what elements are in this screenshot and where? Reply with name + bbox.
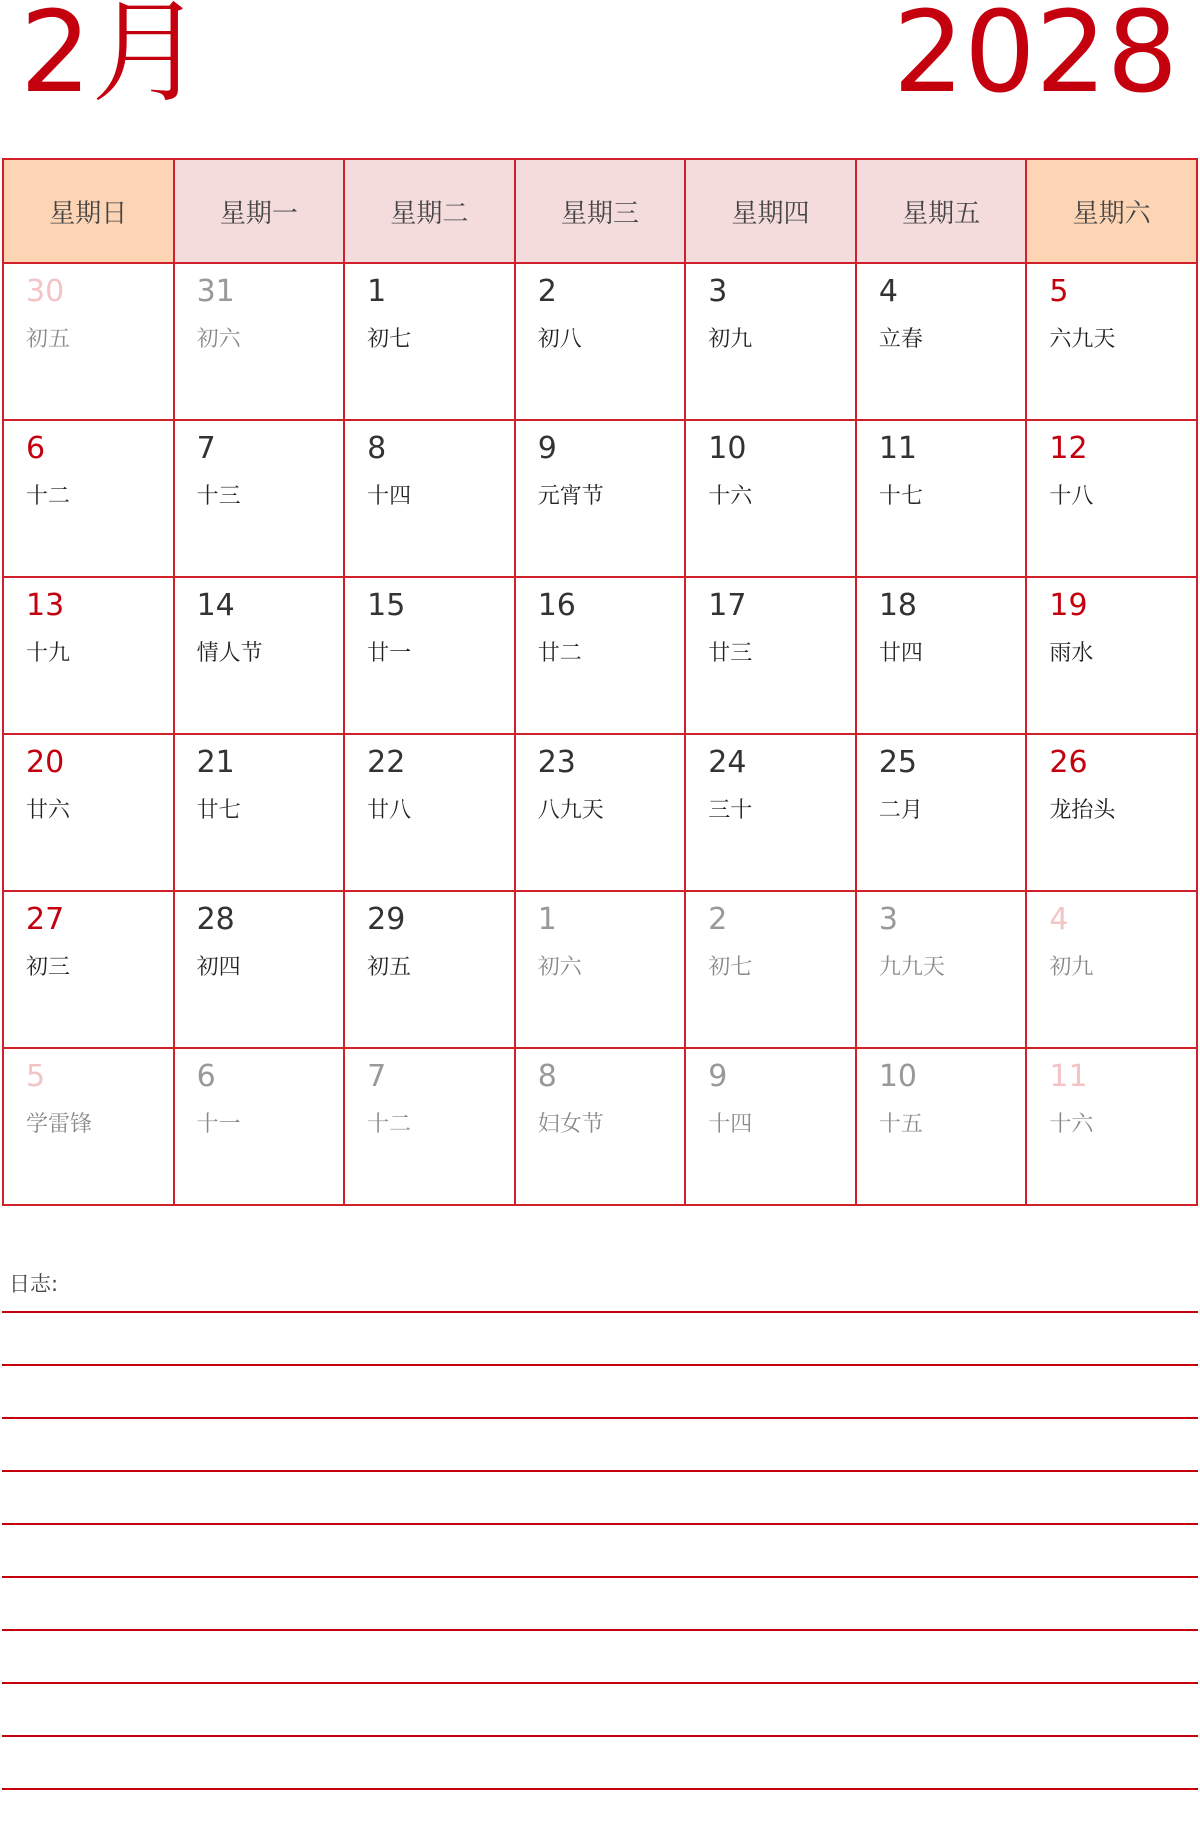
calendar-day-cell[interactable] — [685, 263, 856, 420]
lunar-date-label: 初七 — [708, 955, 753, 980]
calendar-day-cell[interactable] — [685, 734, 856, 891]
lunar-date-label: 初四 — [196, 955, 241, 980]
lunar-date-label: 廿八 — [367, 798, 412, 823]
day-number: 10 — [708, 431, 747, 466]
lunar-date-label: 龙抬头 — [1049, 798, 1116, 823]
log-ruled-line — [2, 1735, 1198, 1737]
day-number: 14 — [196, 588, 235, 623]
lunar-date-label: 廿六 — [26, 798, 71, 823]
calendar-week-row — [3, 263, 1197, 420]
day-number: 1 — [537, 902, 557, 937]
lunar-date-label: 初八 — [537, 327, 582, 352]
calendar-day-cell-adjacent-month[interactable] — [685, 1048, 856, 1205]
lunar-date-label: 雨水 — [1049, 641, 1094, 666]
day-number: 11 — [1049, 1059, 1088, 1094]
calendar-day-cell[interactable] — [3, 891, 174, 1048]
lunar-date-label: 十六 — [1049, 1112, 1094, 1137]
log-ruled-line — [2, 1576, 1198, 1578]
weekday-header-saturday: 星期六 — [1026, 159, 1197, 263]
lunar-date-label: 初五 — [367, 955, 412, 980]
day-number: 7 — [367, 1059, 387, 1094]
day-number: 3 — [708, 274, 728, 309]
day-number: 29 — [367, 902, 406, 937]
day-number: 4 — [878, 274, 898, 309]
day-number: 6 — [26, 431, 46, 466]
day-number: 10 — [878, 1059, 917, 1094]
calendar-day-cell[interactable] — [515, 734, 686, 891]
log-ruled-line — [2, 1364, 1198, 1366]
lunar-date-label: 十七 — [878, 484, 923, 509]
lunar-date-label: 十一 — [196, 1112, 241, 1137]
weekday-header-friday: 星期五 — [856, 159, 1027, 263]
lunar-date-label: 八九天 — [537, 798, 604, 823]
lunar-date-label: 三十 — [708, 798, 753, 823]
calendar-week-row — [3, 734, 1197, 891]
day-number: 1 — [367, 274, 387, 309]
lunar-date-label: 廿七 — [196, 798, 241, 823]
calendar-day-cell[interactable] — [1026, 577, 1197, 734]
calendar-day-cell-adjacent-month[interactable] — [3, 263, 174, 420]
log-ruled-line — [2, 1788, 1198, 1790]
calendar-day-cell[interactable] — [856, 734, 1027, 891]
calendar-day-cell-adjacent-month[interactable] — [344, 1048, 515, 1205]
weekday-header-thursday: 星期四 — [685, 159, 856, 263]
calendar-day-cell-adjacent-month[interactable] — [1026, 1048, 1197, 1205]
lunar-date-label: 廿四 — [878, 641, 923, 666]
day-number: 28 — [196, 902, 235, 937]
calendar-day-cell[interactable] — [174, 577, 345, 734]
day-number: 4 — [1049, 902, 1069, 937]
day-number: 22 — [367, 745, 406, 780]
weekday-header-monday: 星期一 — [174, 159, 345, 263]
calendar-day-cell[interactable] — [174, 891, 345, 1048]
lunar-date-label: 情人节 — [196, 641, 263, 666]
calendar-day-cell[interactable] — [344, 577, 515, 734]
lunar-date-label: 立春 — [878, 327, 923, 352]
calendar-day-cell[interactable] — [515, 420, 686, 577]
calendar-week-row — [3, 891, 1197, 1048]
calendar-header — [0, 0, 1200, 130]
lunar-date-label: 妇女节 — [537, 1112, 604, 1137]
lunar-date-label: 十八 — [1049, 484, 1094, 509]
weekday-header-sunday: 星期日 — [3, 159, 174, 263]
calendar-day-cell-adjacent-month[interactable] — [174, 1048, 345, 1205]
lunar-date-label: 九九天 — [878, 955, 945, 980]
log-ruled-line — [2, 1311, 1198, 1313]
lunar-date-label: 初六 — [196, 327, 241, 352]
calendar-day-cell[interactable] — [344, 734, 515, 891]
day-number: 20 — [26, 745, 65, 780]
calendar-day-cell[interactable] — [1026, 420, 1197, 577]
log-ruled-line — [2, 1470, 1198, 1472]
day-number: 5 — [26, 1059, 46, 1094]
day-number: 31 — [196, 274, 235, 309]
calendar-day-cell[interactable] — [856, 263, 1027, 420]
lunar-date-label: 廿二 — [537, 641, 582, 666]
calendar-day-cell[interactable] — [3, 420, 174, 577]
lunar-date-label: 学雷锋 — [26, 1112, 93, 1137]
weekday-header-wednesday: 星期三 — [515, 159, 686, 263]
calendar-day-cell[interactable] — [856, 420, 1027, 577]
calendar-day-cell[interactable] — [1026, 734, 1197, 891]
day-number: 23 — [537, 745, 576, 780]
log-ruled-line — [2, 1523, 1198, 1525]
day-number: 17 — [708, 588, 747, 623]
lunar-date-label: 初七 — [367, 327, 412, 352]
calendar-day-cell-adjacent-month[interactable] — [1026, 891, 1197, 1048]
day-number: 8 — [537, 1059, 557, 1094]
day-number: 19 — [1049, 588, 1088, 623]
calendar-day-cell[interactable] — [1026, 263, 1197, 420]
calendar-day-cell[interactable] — [344, 263, 515, 420]
lunar-date-label: 十四 — [708, 1112, 753, 1137]
day-number: 2 — [708, 902, 728, 937]
day-number: 6 — [196, 1059, 216, 1094]
weekday-header-tuesday: 星期二 — [344, 159, 515, 263]
lunar-date-label: 初九 — [1049, 955, 1094, 980]
calendar-day-cell[interactable] — [3, 577, 174, 734]
day-number: 24 — [708, 745, 747, 780]
day-number: 5 — [1049, 274, 1069, 309]
day-number: 2 — [537, 274, 557, 309]
lunar-date-label: 廿一 — [367, 641, 412, 666]
day-number: 7 — [196, 431, 216, 466]
day-number: 13 — [26, 588, 65, 623]
calendar-week-row — [3, 420, 1197, 577]
lunar-date-label: 十五 — [878, 1112, 923, 1137]
calendar-day-cell-adjacent-month[interactable] — [685, 891, 856, 1048]
month-title: 2月 — [20, 0, 204, 118]
calendar-day-cell[interactable] — [344, 891, 515, 1048]
month-calendar-grid — [2, 158, 1198, 1206]
calendar-day-cell[interactable] — [515, 263, 686, 420]
lunar-date-label: 元宵节 — [537, 484, 604, 509]
day-number: 9 — [708, 1059, 728, 1094]
day-number: 26 — [1049, 745, 1088, 780]
day-number: 27 — [26, 902, 65, 937]
lunar-date-label: 廿三 — [708, 641, 753, 666]
calendar-day-cell-adjacent-month[interactable] — [515, 891, 686, 1048]
lunar-date-label: 十六 — [708, 484, 753, 509]
log-ruled-line — [2, 1629, 1198, 1631]
lunar-date-label: 六九天 — [1049, 327, 1116, 352]
calendar-day-cell-adjacent-month[interactable] — [856, 891, 1027, 1048]
calendar-body — [3, 263, 1197, 1205]
lunar-date-label: 初三 — [26, 955, 71, 980]
day-number: 25 — [878, 745, 917, 780]
lunar-date-label: 初五 — [26, 327, 71, 352]
day-number: 9 — [537, 431, 557, 466]
log-ruled-line — [2, 1682, 1198, 1684]
calendar-week-row — [3, 1048, 1197, 1205]
calendar-day-cell-adjacent-month[interactable] — [174, 263, 345, 420]
lunar-date-label: 十四 — [367, 484, 412, 509]
calendar-day-cell[interactable] — [174, 734, 345, 891]
calendar-day-cell[interactable] — [3, 734, 174, 891]
calendar-day-cell[interactable] — [344, 420, 515, 577]
log-label: 日志: — [9, 1272, 59, 1296]
log-ruled-line — [2, 1417, 1198, 1419]
lunar-date-label: 十三 — [196, 484, 241, 509]
calendar-day-cell-adjacent-month[interactable] — [3, 1048, 174, 1205]
calendar-day-cell[interactable] — [856, 577, 1027, 734]
day-number: 18 — [878, 588, 917, 623]
day-number: 15 — [367, 588, 406, 623]
year-title: 2028 — [892, 0, 1178, 118]
lunar-date-label: 十二 — [367, 1112, 412, 1137]
lunar-date-label: 初六 — [537, 955, 582, 980]
calendar-day-cell-adjacent-month[interactable] — [515, 1048, 686, 1205]
calendar-day-cell[interactable] — [515, 577, 686, 734]
calendar-day-cell-adjacent-month[interactable] — [856, 1048, 1027, 1205]
lunar-date-label: 初九 — [708, 327, 753, 352]
day-number: 3 — [878, 902, 898, 937]
day-number: 16 — [537, 588, 576, 623]
calendar-day-cell[interactable] — [174, 420, 345, 577]
day-number: 12 — [1049, 431, 1088, 466]
lunar-date-label: 二月 — [878, 798, 923, 823]
weekday-header-row — [3, 159, 1197, 263]
lunar-date-label: 十九 — [26, 641, 71, 666]
calendar-day-cell[interactable] — [685, 577, 856, 734]
calendar-week-row — [3, 577, 1197, 734]
day-number: 11 — [878, 431, 917, 466]
day-number: 30 — [26, 274, 65, 309]
day-number: 8 — [367, 431, 387, 466]
calendar-day-cell[interactable] — [685, 420, 856, 577]
day-number: 21 — [196, 745, 235, 780]
lunar-date-label: 十二 — [26, 484, 71, 509]
